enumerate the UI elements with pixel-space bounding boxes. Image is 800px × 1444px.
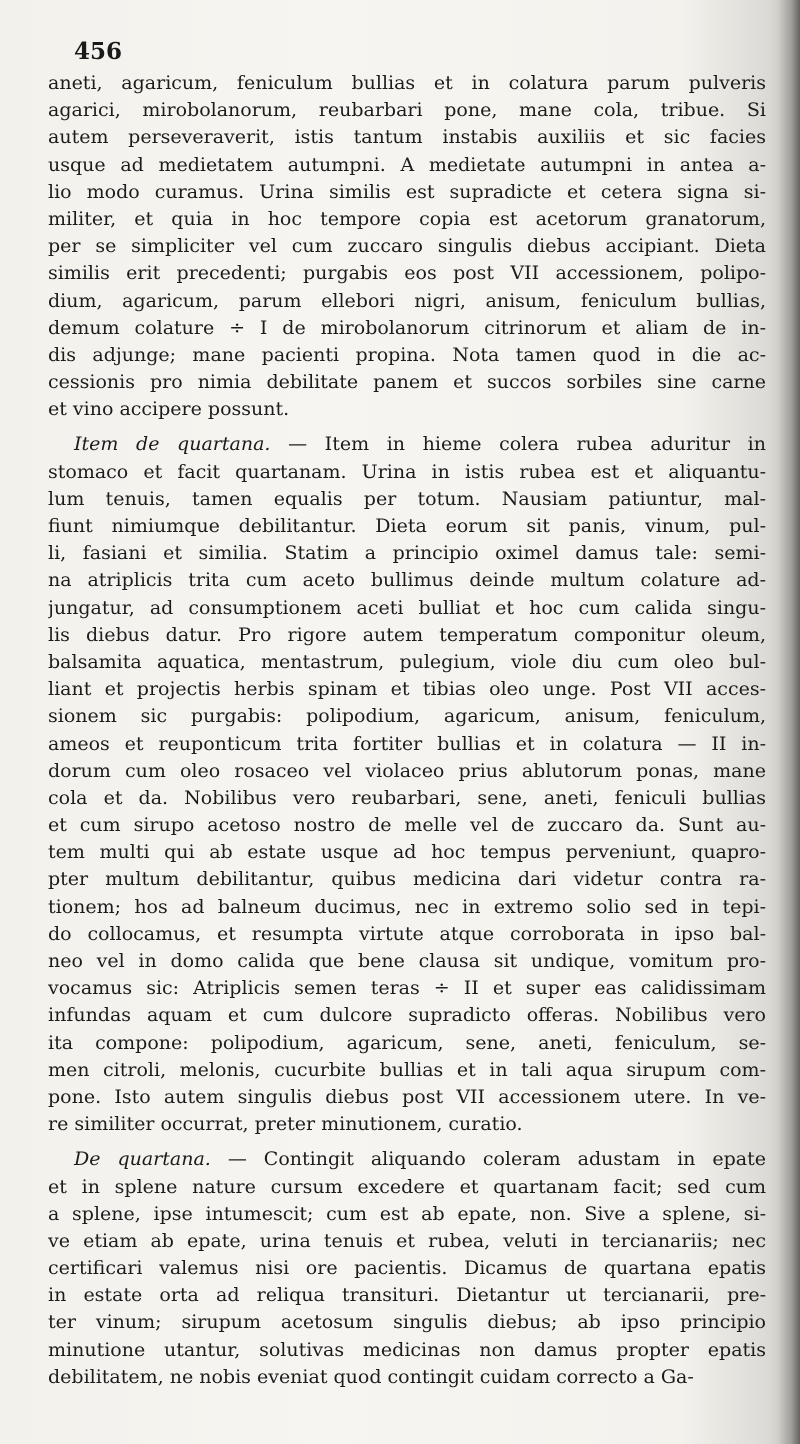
text-line: et cum sirupo acetoso nostro de melle vel de zuccaro da. Sunt au- <box>48 814 766 837</box>
paragraph-gap <box>48 1138 766 1146</box>
text-line: similis erit precedenti; purgabis eos post VII accessionem, polipo- <box>48 262 766 285</box>
text-line: sionem sic purgabis: polipodium, agaricum, anisum, feniculum, <box>48 705 766 728</box>
text-line: agarici, mirobolanorum, reubarbari pone, mane cola, tribue. Si <box>48 99 766 122</box>
page-edge-shadow <box>778 0 800 1444</box>
section-heading: De quartana. <box>74 1148 211 1171</box>
text-line: balsamita aquatica, mentastrum, pulegium, viole diu cum oleo bul- <box>48 650 766 673</box>
text-line: dorum cum oleo rosaceo vel violaceo prius ablutorum ponas, mane <box>48 759 766 782</box>
section-heading: Item de quartana. <box>74 433 271 456</box>
text-line: dis adjunge; mane pacienti propina. Nota tamen quod in die ac- <box>48 343 766 366</box>
text-line: a splene, ipse intumescit; cum est ab epate, non. Sive a splene, si- <box>48 1202 766 1225</box>
text-line: liant et projectis herbis spinam et tibias oleo unge. Post VII acces- <box>48 678 766 701</box>
page-number: 456 <box>74 38 123 65</box>
text-line: dium, agaricum, parum ellebori nigri, anisum, feniculum bullias, <box>48 289 766 312</box>
text-line: pter multum debilitantur, quibus medicina dari videtur contra ra- <box>48 868 766 891</box>
text-line: pone. Isto autem singulis diebus post VII accessionem utere. In ve- <box>48 1085 766 1108</box>
text-line: jungatur, ad consumptionem aceti bulliat et hoc cum calida singu- <box>48 596 766 619</box>
text-line: vocamus sic: Atriplicis semen teras ÷ II et super eas calidissimam <box>48 977 766 1000</box>
paragraph-gap <box>48 423 766 431</box>
text-line: li, fasiani et similia. Statim a principio oximel damus tale: semi- <box>48 542 766 565</box>
text-line: fiunt nimiumque debilitantur. Dieta eorum sit panis, vinum, pul- <box>48 515 766 537</box>
text-line: cessionis pro nimia debilitate panem et succos sorbiles sine carne <box>48 371 766 394</box>
body-text <box>48 70 766 1391</box>
paragraph <box>48 1146 766 1391</box>
text-line: et in splene nature cursum excedere et quartanam facit; sed cum <box>48 1175 766 1198</box>
paragraph <box>48 431 766 1138</box>
text-line: minutione utantur, solutivas medicinas non damus propter epatis <box>48 1338 766 1361</box>
text-line: tionem; hos ad balneum ducimus, nec in extremo solio sed in tepi- <box>48 895 766 918</box>
text-line: aneti, agaricum, feniculum bullias et in colatura parum pulveris <box>48 72 766 94</box>
text-line: et vino accipere possunt. <box>48 398 290 421</box>
text-line: do collocamus, et resumpta virtute atque corroborata in ipso bal- <box>48 922 766 945</box>
text-line: lum tenuis, tamen equalis per totum. Nausiam patiuntur, mal- <box>48 487 766 510</box>
text-line: lis diebus datur. Pro rigore autem temperatum componitur oleum, <box>48 623 766 646</box>
text-line: usque ad medietatem autumpni. A medietate autumpni in antea a- <box>48 153 766 176</box>
text-line: men citroli, melonis, cucurbite bullias et in tali aqua sirupum com- <box>48 1058 766 1081</box>
text-line: tem multi qui ab estate usque ad hoc tempus perveniunt, quapro- <box>48 841 766 864</box>
text-line: stomaco et facit quartanam. Urina in istis rubea est et aliquantu- <box>48 460 766 483</box>
text-line: infundas aquam et cum dulcore supradicto offeras. Nobilibus vero <box>48 1004 766 1027</box>
line-text: — Item in hieme colera rubea aduritur in <box>288 433 766 456</box>
text-line: ve etiam ab epate, urina tenuis et rubea, veluti in tercianariis; nec <box>48 1229 766 1252</box>
line-text: — Contingit aliquando coleram adustam in epate <box>227 1148 766 1171</box>
text-line: ter vinum; sirupum acetosum singulis diebus; ab ipso principio <box>48 1311 766 1334</box>
text-line: demum colature ÷ I de mirobolanorum citrinorum et aliam de in- <box>48 316 766 339</box>
text-line <box>48 1146 766 1173</box>
text-line: in estate orta ad reliqua transituri. Dietantur ut tercianarii, pre- <box>48 1284 766 1307</box>
text-line: cola et da. Nobilibus vero reubarbari, sene, aneti, feniculi bullias <box>48 786 766 809</box>
text-line: per se simpliciter vel cum zuccaro singulis diebus accipiant. Dieta <box>48 235 766 258</box>
text-line: na atriplicis trita cum aceto bullimus deinde multum colature ad- <box>48 569 766 592</box>
text-line: certificari valemus nisi ore pacientis. Dicamus de quartana epatis <box>48 1257 766 1280</box>
text-line: ameos et reuponticum trita fortiter bullias et in colatura — II in- <box>48 732 766 755</box>
text-line: re similiter occurrat, preter minutionem, curatio. <box>48 1113 523 1136</box>
text-line: neo vel in domo calida que bene clausa sit undique, vomitum pro- <box>48 950 766 972</box>
paragraph <box>48 70 766 423</box>
text-line: lio modo curamus. Urina similis est supradicte et cetera signa si- <box>48 180 766 203</box>
text-line: militer, et quia in hoc tempore copia est acetorum granatorum, <box>48 207 766 230</box>
text-line: ita compone: polipodium, agaricum, sene, aneti, feniculum, se- <box>48 1031 766 1054</box>
text-line: debilitatem, ne nobis eveniat quod contingit cuidam correcto a Ga- <box>48 1365 694 1388</box>
text-line <box>48 431 766 458</box>
text-line: autem perseveraverit, istis tantum instabis auxiliis et sic facies <box>48 126 766 149</box>
